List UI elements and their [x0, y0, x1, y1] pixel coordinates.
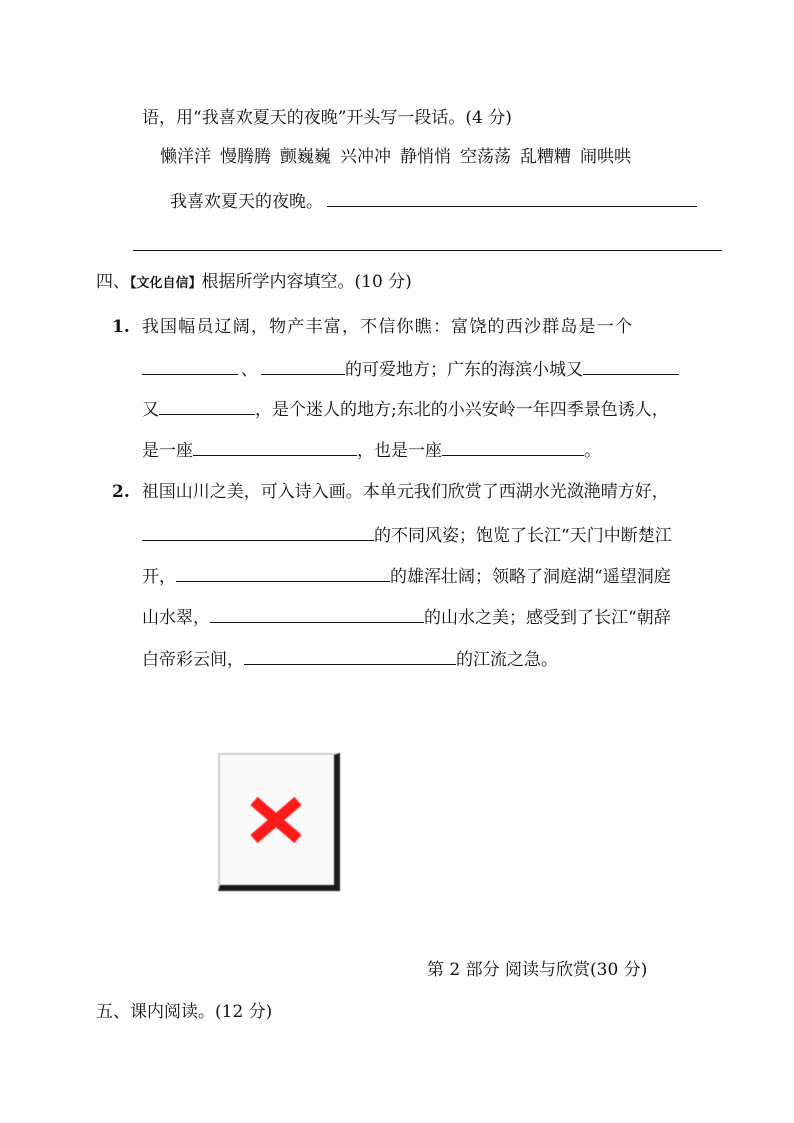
item-text: 又 [142, 400, 159, 420]
answer-blank[interactable] [159, 398, 255, 415]
word-item: 空荡荡 [460, 147, 511, 167]
part2-title: 第 2 部分 阅读与欣赏(30 分) [427, 960, 648, 980]
answer-blank[interactable] [327, 190, 697, 207]
word-item: 乱糟糟 [520, 147, 571, 167]
q4-item1-line4 [142, 439, 601, 462]
item-text: 白帝彩云间， [142, 650, 244, 670]
item-text: 的江流之急。 [456, 650, 558, 670]
item-text: 、 [241, 360, 258, 380]
item-text: ，是个迷人的地方;东北的小兴安岭一年四季景色诱人， [255, 400, 669, 420]
word-item: 慢腾腾 [220, 147, 271, 167]
answer-blank[interactable] [583, 358, 679, 375]
q4-item2-line1 [112, 481, 669, 503]
q4-heading [96, 271, 412, 295]
item-text: 我国幅员辽阔，物产丰富，不信你瞧：富饶的西沙群岛是一个 [141, 317, 634, 337]
broken-image-placeholder [218, 753, 340, 891]
word-item: 颤巍巍 [280, 147, 331, 167]
q5-heading: 五、课内阅读。(12 分) [96, 1002, 273, 1022]
answer-blank[interactable] [142, 524, 374, 541]
word-item: 懒洋洋 [160, 147, 211, 167]
answer-line[interactable] [133, 250, 722, 251]
item-text: 开， [142, 567, 176, 587]
item-text: 的可爱地方；广东的海滨小城又 [345, 360, 583, 380]
q3-prompt-text: 我喜欢夏天的夜晚。 [170, 192, 323, 212]
q4-tag: 【文化自信】 [130, 276, 202, 291]
item-text: 的雄浑壮阔；领略了洞庭湖“遥望洞庭 [390, 567, 671, 587]
q3-word-bank [160, 146, 640, 168]
answer-blank[interactable] [193, 439, 357, 456]
answer-blank[interactable] [244, 648, 456, 665]
answer-blank[interactable] [142, 358, 238, 375]
item-text: 山水翠， [142, 608, 210, 628]
item-text: 。 [584, 441, 601, 461]
word-item: 静悄悄 [400, 147, 451, 167]
q4-item2-line4 [142, 606, 671, 629]
answer-blank[interactable] [210, 606, 424, 623]
item-text: 的山水之美；感受到了长江“朝辞 [424, 608, 671, 628]
q4-heading-text: 根据所学内容填空。(10 分) [201, 272, 412, 292]
item-text: 的不同风姿；饱览了长江“天门中断楚江 [374, 526, 672, 546]
item-number: 1. [112, 317, 130, 337]
item-number: 2. [112, 482, 130, 502]
word-item: 闹哄哄 [580, 147, 631, 167]
q4-item2-line5 [142, 648, 558, 671]
q4-item1-line1 [112, 316, 633, 338]
q3-instruction: 语，用“我喜欢夏天的夜晚”开头写一段话。(4 分) [142, 108, 512, 128]
broken-image-icon [248, 795, 304, 845]
item-text: 祖国山川之美，可入诗入画。本单元我们欣赏了西湖水光潋滟晴方好， [141, 482, 669, 502]
item-text: ，也是一座 [357, 441, 442, 461]
word-item: 兴冲冲 [340, 147, 391, 167]
q4-item2-line2 [142, 524, 672, 547]
answer-blank[interactable] [261, 358, 345, 375]
answer-blank[interactable] [442, 439, 584, 456]
q4-number: 四、 [96, 272, 130, 292]
answer-blank[interactable] [176, 565, 390, 582]
q4-item2-line3 [142, 565, 671, 588]
q4-item1-line3 [142, 398, 669, 421]
item-text: 是一座 [142, 441, 193, 461]
q4-item1-line2 [142, 358, 679, 381]
q3-prompt [170, 190, 697, 213]
